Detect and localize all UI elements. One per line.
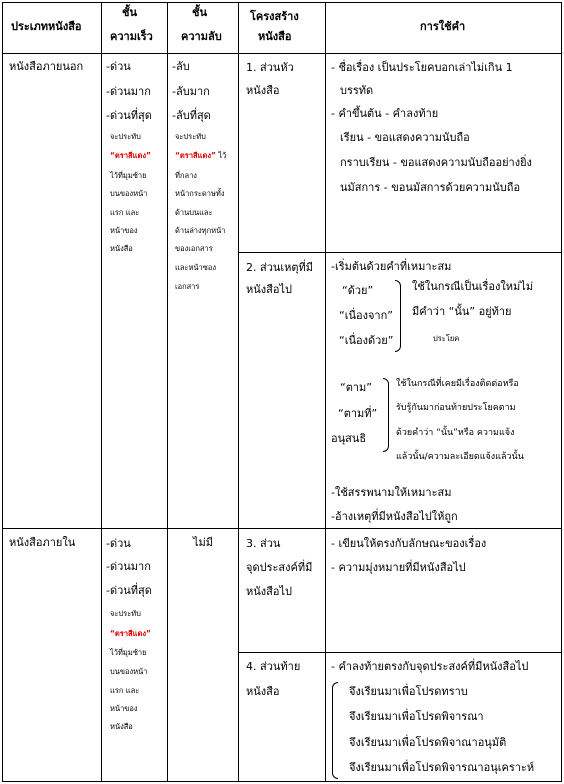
header-usage: การใช้คำ	[420, 20, 466, 33]
part2-structure-2: หนังสือไป	[246, 283, 292, 296]
external-secret-note-3: หน้ากระดาษทั้ง	[175, 189, 225, 198]
external-speed-note-6: หนังสือ	[110, 244, 133, 253]
table-border-bottom	[2, 781, 562, 782]
part2-note-5: รับรู้กันมาก่อนท้ายประโยคตาม	[396, 403, 516, 413]
table-border-top	[2, 2, 562, 3]
table-border-left	[2, 2, 3, 782]
table-border-right	[561, 2, 562, 782]
row-divider-part1	[238, 252, 562, 253]
internal-speed-2: -ด่วนมาก	[106, 560, 151, 573]
external-speed-note-5: หน้าของ	[110, 226, 138, 235]
external-secret-note-8: เอกสาร	[175, 282, 200, 291]
col-divider-2	[167, 2, 168, 782]
table-border-section-divider	[2, 528, 562, 529]
external-secret-red-line	[175, 151, 226, 161]
part2-word-6: อนุสนธิ	[331, 432, 367, 445]
part2-usage-1: -เริ่มต้นด้วยคำที่เหมาะสม	[331, 260, 452, 273]
internal-speed-note-1: จะประทับ	[110, 609, 141, 618]
part2-structure-1: 2. ส่วนเหตุที่มี	[246, 261, 314, 274]
part2-note-7: แล้วนั้น/ความละเอียดแจ้งแล้วนั้น	[396, 452, 524, 462]
part2-note-3: ประโยค	[433, 334, 460, 343]
part4-structure-1: 4. ส่วนท้าย	[246, 660, 301, 673]
external-secret-note-2: ที่กลาง	[175, 171, 197, 180]
part2-brace-1	[395, 280, 401, 352]
part3-usage-2: - ความมุ่งหมายที่มีหนังสือไป	[331, 561, 466, 574]
external-speed-note-3: บนของหน้า	[110, 189, 148, 198]
part1-structure-1: 1. ส่วนหัว	[246, 61, 294, 74]
part2-word-3: “เนื่องด้วย”	[339, 334, 394, 347]
header-secret-line2: ความลับ	[181, 30, 222, 43]
part1-usage-5: กราบเรียน - ขอแสดงความนับถืออย่างยิ่ง	[340, 156, 532, 169]
part2-brace-2	[383, 378, 389, 452]
part2-usage-2: -ใช้สรรพนามให้เหมาะสม	[331, 486, 452, 499]
part4-usage-1: - คำลงท้ายตรงกับจุดประสงค์ที่มีหนังสือไป	[331, 660, 529, 673]
part3-structure-3: หนังสือไป	[246, 585, 292, 598]
part4-usage-3: จึงเรียนมาเพื่อโปรดพิจารณา	[349, 710, 484, 723]
header-structure-line2: หนังสือ	[258, 30, 292, 43]
external-secret-note-1: จะประทับ	[175, 132, 206, 141]
external-speed-3: -ด่วนที่สุด	[106, 109, 152, 122]
external-secret-note-5: ด้านล่างทุกหน้า	[175, 226, 226, 235]
external-type: หนังสือภายนอก	[9, 60, 84, 73]
header-type: ประเภทหนังสือ	[11, 20, 82, 33]
part1-usage-2: บรรทัด	[340, 84, 374, 97]
table-border-header-bottom	[2, 53, 562, 54]
external-speed-note-4: แรก และ	[110, 208, 140, 217]
external-secret-note-7: และหน้าซอง	[175, 263, 216, 272]
external-secret-red-suffix: ไว้	[218, 151, 227, 160]
part4-structure-2: หนังสือ	[246, 685, 280, 698]
part3-usage-1: - เขียนให้ตรงกับลักษณะของเรื่อง	[331, 537, 487, 550]
part3-structure-2: จุดประสงค์ที่มี	[246, 561, 313, 574]
part4-usage-5: จึงเรียนมาเพื่อโปรดพิจารณาอนุเคราะห์	[349, 761, 535, 774]
internal-speed-note-5: หน้าของ	[110, 704, 138, 713]
internal-speed-3: -ด่วนที่สุด	[106, 584, 152, 597]
internal-secret-none: ไม่มี	[193, 536, 214, 549]
col-divider-3	[238, 2, 239, 782]
part4-usage-4: จึงเรียนมาเพื่อโปรดพิจาณาอนุมัติ	[349, 736, 507, 749]
part3-structure-1: 3. ส่วน	[246, 537, 281, 550]
part1-usage-3: - คำขึ้นต้น - คำลงท้าย	[331, 107, 439, 120]
external-speed-red-stamp: “ตราสีแดง”	[110, 151, 151, 160]
internal-speed-1: -ด่วน	[106, 537, 131, 550]
part2-note-4: ใช้ในกรณีที่เคยมีเรื่องติดต่อหรือ	[396, 379, 519, 389]
internal-speed-note-6: หนังสือ	[110, 722, 133, 731]
internal-speed-note-4: แรก และ	[110, 686, 140, 695]
external-secret-1: -ลับ	[172, 60, 190, 73]
part1-usage-4: เรียน - ขอแสดงความนับถือ	[340, 131, 470, 144]
external-speed-2: -ด่วนมาก	[106, 85, 151, 98]
part2-word-5: “ตามที่”	[338, 407, 378, 420]
part2-note-1: ใช้ในกรณีเป็นเรื่องใหม่ไม่	[412, 280, 534, 293]
internal-speed-note-2: ไว้ที่มุมซ้าย	[110, 648, 147, 657]
external-secret-note-4: ด้านบนและ	[175, 208, 213, 217]
part2-note-6: ด้วยคำว่า “นั้น”หรือ ความแจ้ง	[396, 428, 515, 438]
external-secret-note-6: ของเอกสาร	[175, 244, 213, 253]
external-secret-2: -ลับมาก	[172, 85, 210, 98]
part2-word-4: “ตาม”	[340, 381, 372, 394]
part1-usage-6: นมัสการ - ขอนมัสการด้วยความนับถือ	[340, 181, 521, 194]
part2-word-2: “เนื่องจาก”	[339, 309, 393, 322]
part4-brace	[332, 682, 338, 779]
internal-type: หนังสือภายใน	[9, 536, 76, 549]
external-speed-1: -ด่วน	[106, 60, 131, 73]
col-divider-1	[101, 2, 102, 782]
internal-speed-red-stamp: “ตราสีแดง”	[110, 629, 151, 638]
col-divider-4	[325, 2, 326, 782]
part1-usage-1: - ชื่อเรื่อง เป็นประโยคบอกเล่าไม่เกิน 1	[331, 61, 513, 74]
external-speed-note-2: ไว้ที่มุมซ้าย	[110, 171, 147, 180]
header-speed-line2: ความเร็ว	[110, 30, 153, 43]
part2-note-2: มีคำว่า “นั้น” อยู่ท้าย	[412, 305, 512, 318]
header-structure-line1: โครงสร้าง	[250, 10, 299, 23]
internal-speed-note-3: บนของหน้า	[110, 667, 148, 676]
row-divider-part3	[238, 652, 562, 653]
header-speed-line1: ชั้น	[122, 6, 137, 19]
external-speed-note-1: จะประทับ	[110, 132, 141, 141]
part1-structure-2: หนังสือ	[246, 84, 280, 97]
external-secret-3: -ลับที่สุด	[172, 109, 211, 122]
external-secret-red-stamp: “ตราสีแดง”	[175, 151, 216, 160]
part2-word-1: “ด้วย”	[342, 284, 374, 297]
part4-usage-2: จึงเรียนมาเพื่อโปรดทราบ	[349, 685, 468, 698]
part2-usage-3: -อ้างเหตุที่มีหนังสือไปให้ถูก	[331, 510, 458, 523]
header-secret-line1: ชั้น	[192, 6, 207, 19]
